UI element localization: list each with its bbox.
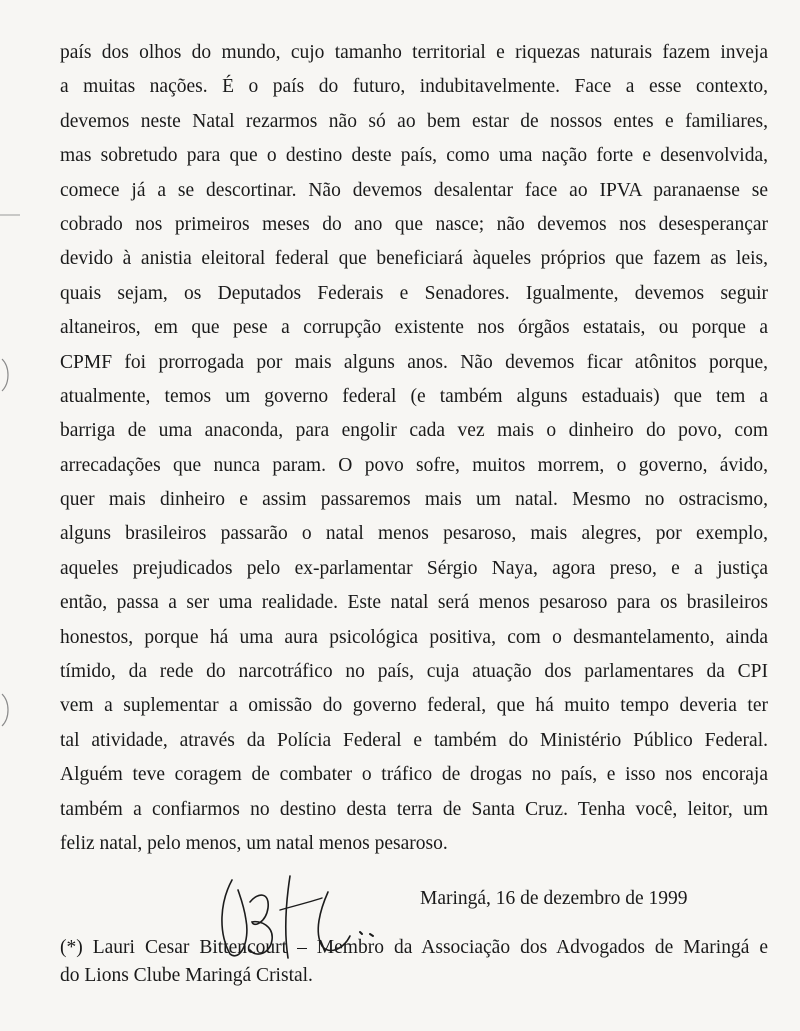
- text-line: aqueles prejudicados pelo ex-parlamentar Sérgio Naya, agora preso, e a justiça: [60, 557, 768, 579]
- text-line: devido à anistia eleitoral federal que beneficiará àqueles próprios que fazem as leis,: [60, 248, 768, 270]
- author-footnote: [60, 934, 768, 990]
- text-line: feliz natal, pelo menos, um natal menos pesaroso.: [60, 832, 448, 854]
- text-line: mas sobretudo para que o destino deste país, como uma nação forte e desenvolvida,: [60, 145, 768, 167]
- text-line: país dos olhos do mundo, cujo tamanho territorial e riquezas naturais fazem inveja: [60, 42, 768, 63]
- dateline: Maringá, 16 de dezembro de 1999: [420, 888, 688, 909]
- text-line: também a confiarmos no destino desta terra de Santa Cruz. Tenha você, leitor, um: [60, 798, 768, 820]
- text-line: arrecadações que nunca param. O povo sofre, muitos morrem, o governo, ávido,: [60, 454, 768, 476]
- text-line: tal atividade, através da Polícia Federal e também do Ministério Público Federal.: [60, 729, 768, 751]
- footnote-line: (*) Lauri Cesar Bittencourt – Membro da Associação dos Advogados de Maringá e: [60, 937, 768, 958]
- binder-hole-mark: [0, 355, 14, 395]
- text-line: altaneiros, em que pese a corrupção existente nos órgãos estatais, ou porque a: [60, 317, 768, 339]
- text-line: devemos neste Natal rezarmos não só ao bem estar de nossos entes e familiares,: [60, 110, 768, 132]
- text-line: honestos, porque há uma aura psicológica positiva, com o desmantelamento, ainda: [60, 626, 768, 648]
- text-line: comece já a se descortinar. Não devemos desalentar face ao IPVA paranaense se: [60, 179, 768, 201]
- footnote-line: do Lions Clube Maringá Cristal.: [60, 965, 313, 986]
- text-line: alguns brasileiros passarão o natal menos pesaroso, mais alegres, por exemplo,: [60, 523, 768, 545]
- text-line: quer mais dinheiro e assim passaremos mais um natal. Mesmo no ostracismo,: [60, 489, 768, 511]
- text-line: cobrado nos primeiros meses do ano que nasce; não devemos nos desesperançar: [60, 213, 768, 235]
- text-line: vem a suplementar a omissão do governo federal, que há muito tempo deveria ter: [60, 695, 768, 717]
- text-line: a muitas nações. É o país do futuro, indubitavelmente. Face a esse contexto,: [60, 76, 768, 98]
- text-line: então, passa a ser uma realidade. Este natal será menos pesaroso para os brasileiros: [60, 592, 768, 614]
- text-line: Alguém teve coragem de combater o tráfico de drogas no país, e isso nos encoraja: [60, 764, 768, 786]
- text-line: quais sejam, os Deputados Federais e Senadores. Igualmente, devemos seguir: [60, 282, 768, 304]
- article-body: [60, 36, 768, 861]
- scan-dash-mark: [0, 212, 22, 218]
- text-line: barriga de uma anaconda, para engolir cada vez mais o dinheiro do povo, com: [60, 420, 768, 442]
- text-line: tímido, da rede do narcotráfico no país, cuja atuação dos parlamentares da CPI: [60, 661, 768, 683]
- text-line: atualmente, temos um governo federal (e também alguns estaduais) que tem a: [60, 385, 768, 407]
- text-line: CPMF foi prorrogada por mais alguns anos. Não devemos ficar atônitos porque,: [60, 351, 768, 373]
- binder-hole-mark: [0, 690, 14, 730]
